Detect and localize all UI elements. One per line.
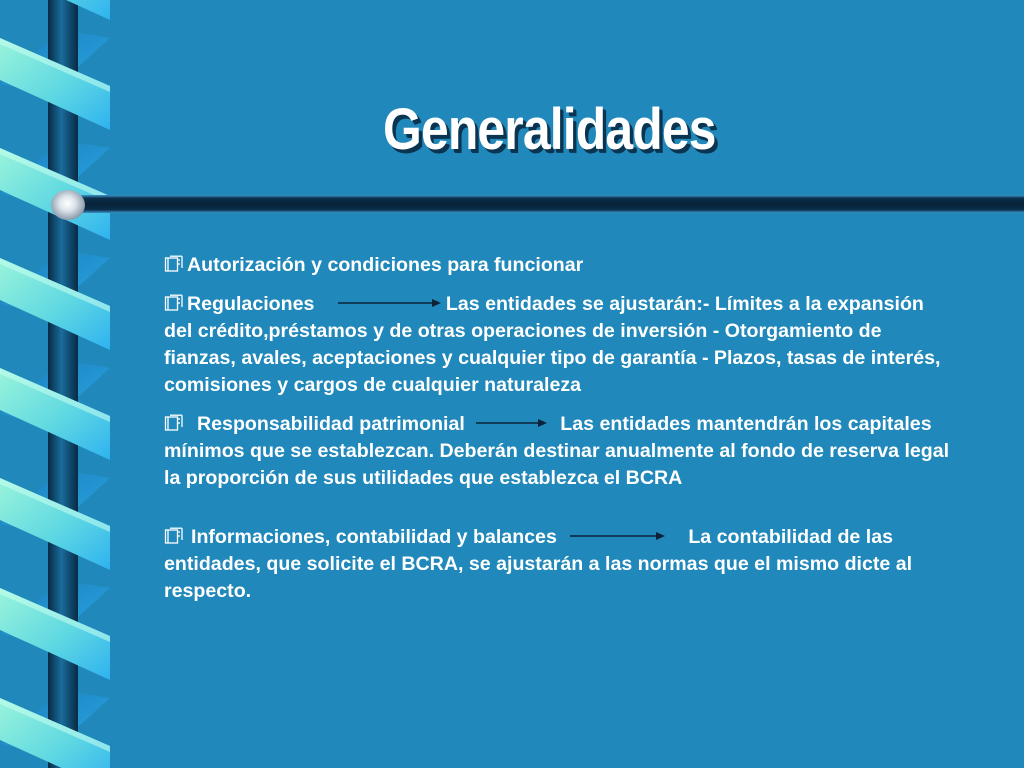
notebook-icon bbox=[164, 255, 186, 273]
bullet-item bbox=[164, 524, 954, 605]
slide-content bbox=[164, 252, 954, 605]
notebook-icon bbox=[164, 294, 186, 312]
right-arrow-icon bbox=[476, 418, 548, 428]
bullet-item bbox=[164, 411, 954, 492]
bullet-item bbox=[164, 291, 954, 399]
ribbon-segment bbox=[0, 580, 110, 690]
slide-title: Generalidades bbox=[383, 97, 716, 162]
ribbon-segment bbox=[0, 0, 110, 30]
ribbon-segment bbox=[0, 470, 110, 580]
divider-knob bbox=[51, 190, 85, 220]
right-arrow-icon bbox=[338, 298, 442, 308]
bullet-body-text: Las entidades se ajustarán:- Límites a la expansión del crédito,préstamos y de otras operaciones de inversión - Otorgamiento de fianzas, avales, aceptaciones y cualquier tipo de garantía - Plazos, tasas de interés, comisiones y cargos de cualquier naturaleza bbox=[164, 293, 941, 396]
bullet-item bbox=[164, 252, 954, 279]
title-divider-bar bbox=[62, 195, 1024, 213]
right-arrow-icon bbox=[570, 531, 666, 541]
bullet-lead-text: Informaciones, contabilidad y balances bbox=[191, 526, 557, 548]
decorative-ribbon bbox=[0, 0, 115, 768]
notebook-icon bbox=[164, 527, 186, 545]
bullet-lead-text: Regulaciones bbox=[187, 293, 315, 315]
bullet-lead-text: Autorización y condiciones para funcionar bbox=[187, 254, 584, 276]
bullet-body-text: La contabilidad de las entidades, que solicite el BCRA, se ajustarán a las normas que el mismo dicte al respecto. bbox=[164, 526, 913, 602]
bullet-lead-text: Responsabilidad patrimonial bbox=[197, 413, 465, 435]
bullet-body-text: Las entidades mantendrán los capitales mínimos que se establezcan. Deberán destinar anualmente al fondo de reserva legal la proporción de sus utilidades que establezca el BCRA bbox=[164, 413, 950, 489]
ribbon-segment bbox=[0, 30, 110, 140]
notebook-icon bbox=[164, 414, 186, 432]
ribbon-segment bbox=[0, 360, 110, 470]
ribbon-segment bbox=[0, 250, 110, 360]
ribbon-segment bbox=[0, 690, 110, 768]
